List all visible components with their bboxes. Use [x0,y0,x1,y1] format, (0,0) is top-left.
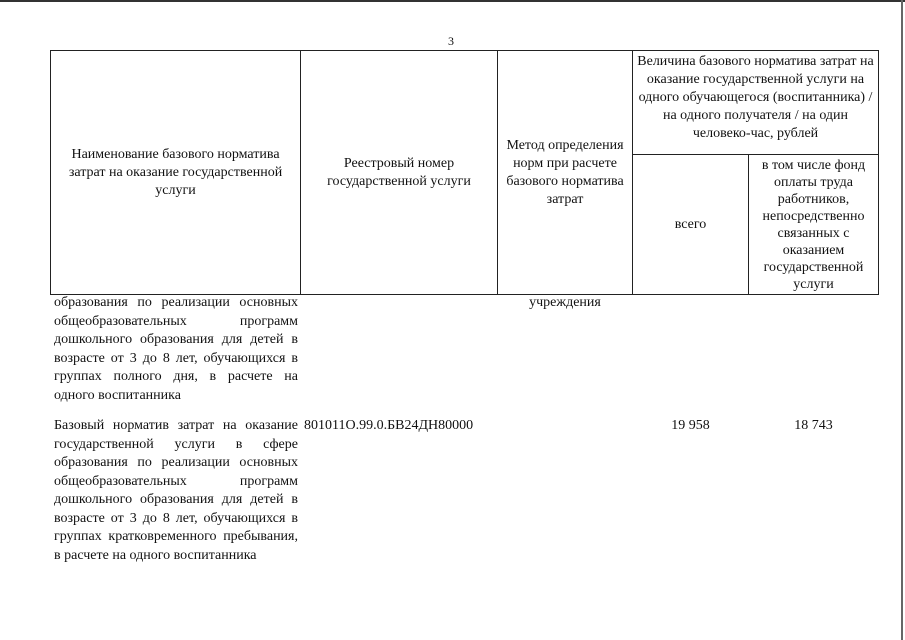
row-fund: 18 743 [794,418,833,433]
row-registry: 801011О.99.0.БВ24ДН80000 [304,418,474,433]
header-registry: Реестровый номер государственной услуги [300,50,498,295]
row-total: 19 958 [671,418,710,433]
scan-edge-right [901,0,903,640]
page-number: 3 [448,34,454,48]
scan-edge-top [0,0,905,2]
header-name: Наименование базового норматива затрат на оказание государственной услуги [50,50,301,295]
header-method: Метод определения норм при расчете базового норматива затрат [497,50,633,295]
header-total: всего [632,154,749,295]
row-method: учреждения [529,295,601,310]
row-name: образования по реализации основных общеобразовательных программ дошкольного образования для детей в возрасте от 3 до 8 лет, обучающихся в группах полного дня, в расчете на одного воспитанника [54,295,298,403]
header-value: Величина базового норматива затрат на оказание государственной услуги на одного обучающегося (воспитанника) / на одного получателя / на один человеко-час, рублей [632,50,879,155]
header-fund: в том числе фонд оплаты труда работников, непосредственно связанных с оказанием государственной услуги [748,154,879,295]
row-name: Базовый норматив затрат на оказание государственной услуги в сфере образования по реализации основных общеобразовательных программ дошкольного образования для детей в возрасте от 3 до 8 лет, обучающихся в группах кратковременного пребывания, в расчете на одного воспитанника [54,418,298,563]
